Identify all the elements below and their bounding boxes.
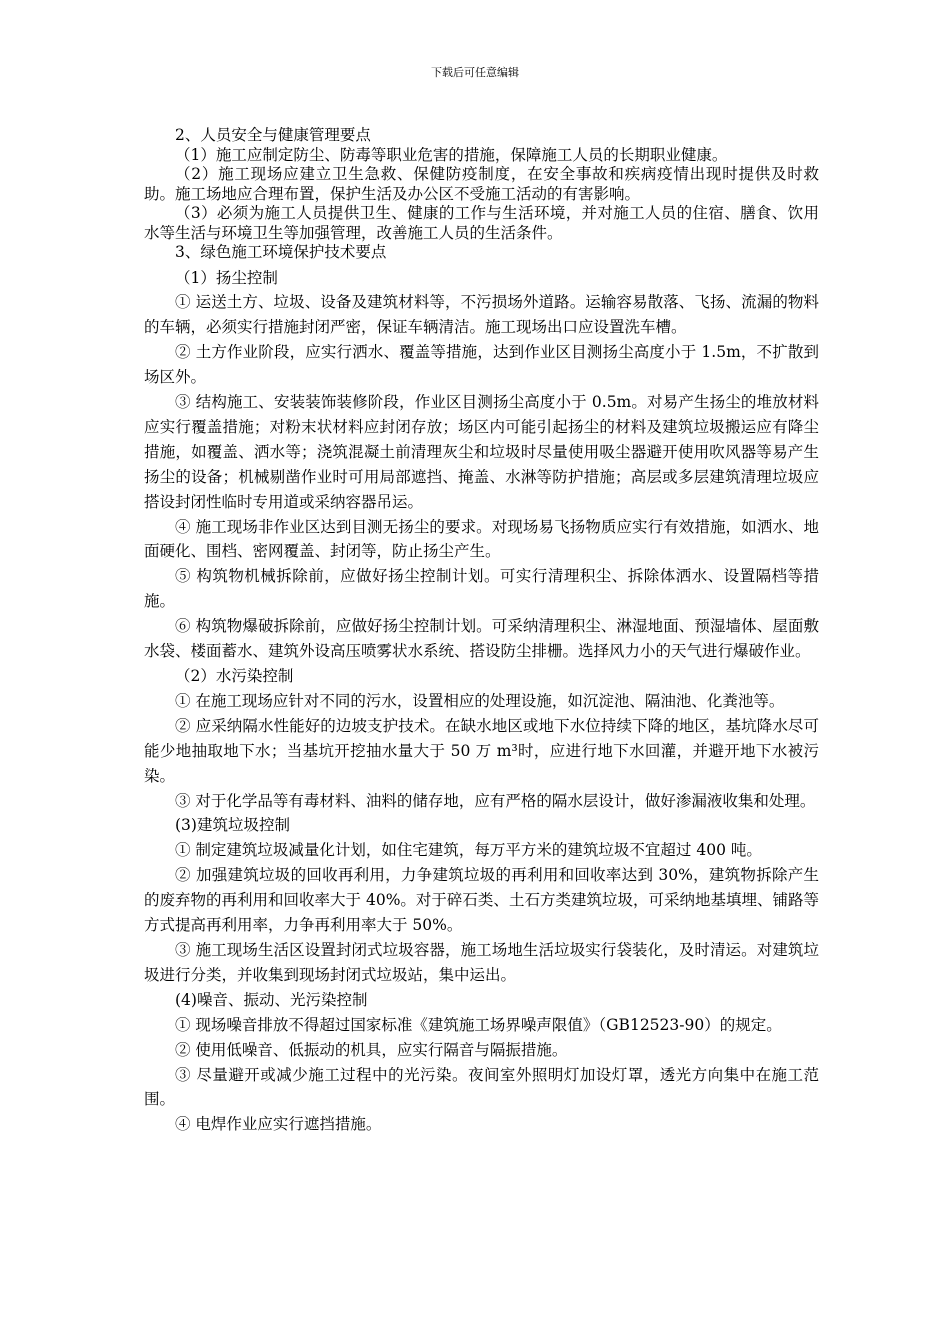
paragraph: ② 加强建筑垃圾的回收再利用，力争建筑垃圾的再利用和回收率达到 30%，建筑物拆除产生的废弃物的再利用和回收率大于 40%。对于碎石类、土石方类建筑垃圾，可采纳地基填埋、铺路等方式提高再利用率，力争再利用率大于 50%。: [144, 866, 819, 935]
paragraph: ① 现场噪音排放不得超过国家标准《建筑施工场界噪声限值》（GB12523-90）的规定。: [175, 1015, 782, 1034]
document-body: [144, 126, 819, 1137]
section-heading: 2、人员安全与健康管理要点: [175, 126, 371, 144]
paragraph: （2）施工现场应建立卫生急救、保健防疫制度，在安全事故和疾病疫情出现时提供及时救助。施工场地应合理布置，保护生活及办公区不受施工活动的有害影响。: [144, 165, 819, 203]
paragraph: ① 运送土方、垃圾、设备及建筑材料等，不污损场外道路。运输容易散落、飞扬、流漏的物料的车辆，必须实行措施封闭严密，保证车辆清洁。施工现场出口应设置洗车槽。: [144, 293, 819, 337]
paragraph: （1）施工应制定防尘、防毒等职业危害的措施，保障施工人员的长期职业健康。: [175, 145, 728, 164]
paragraph: ⑥ 构筑物爆破拆除前，应做好扬尘控制计划。可采纳清理积尘、淋湿地面、预湿墙体、屋面敷水袋、楼面蓄水、建筑外设高压喷雾状水系统、搭设防尘排栅。选择风力小的天气进行爆破作业。: [144, 617, 819, 661]
paragraph: ① 在施工现场应针对不同的污水，设置相应的处理设施，如沉淀池、隔油池、化粪池等。: [175, 691, 785, 710]
paragraph: ④ 电焊作业应实行遮挡措施。: [175, 1115, 382, 1134]
paragraph: ③ 结构施工、安装装饰装修阶段，作业区目测扬尘高度小于 0.5m。对易产生扬尘的堆放材料应实行覆盖措施；对粉末状材料应封闭存放；场区内可能引起扬尘的材料及建筑垃圾搬运应有降尘措施，如覆盖、洒水等；浇筑混凝土前清理灰尘和垃圾时尽量使用吸尘器避开使用吹风器等易产生扬尘的设备；机械剔凿作业时可用局部遮挡、掩盖、水淋等防护措施；高层或多层建筑清理垃圾应搭设封闭性临时专用道或采纳容器吊运。: [144, 393, 819, 511]
section-heading: 3、绿色施工环境保护技术要点: [175, 243, 387, 261]
paragraph: ① 制定建筑垃圾减量化计划，如住宅建筑，每万平方米的建筑垃圾不宜超过 400 吨。: [175, 841, 762, 860]
subsection-heading: （1）扬尘控制: [175, 268, 278, 287]
subsection-heading: （2）水污染控制: [175, 667, 294, 685]
paragraph: ④ 施工现场非作业区达到目测无扬尘的要求。对现场易飞扬物质应实行有效措施，如洒水、地面硬化、围档、密网覆盖、封闭等，防止扬尘产生。: [144, 517, 819, 561]
paragraph: ③ 施工现场生活区设置封闭式垃圾容器，施工场地生活垃圾实行袋装化，及时清运。对建筑垃圾进行分类，并收集到现场封闭式垃圾站，集中运出。: [144, 940, 819, 984]
paragraph: ② 使用低噪音、低振动的机具，应实行隔音与隔振措施。: [175, 1040, 568, 1059]
paragraph: ② 土方作业阶段，应实行洒水、覆盖等措施，达到作业区目测扬尘高度小于 1.5m，不扩散到场区外。: [144, 343, 819, 387]
subsection-heading: (3)建筑垃圾控制: [175, 816, 290, 835]
section-personnel-safety: [144, 126, 819, 263]
subsection-heading: (4)噪音、振动、光污染控制: [175, 990, 368, 1009]
page-header: 下载后可任意编辑: [431, 66, 519, 79]
paragraph: ② 应采纳隔水性能好的边坡支护技术。在缺水地区或地下水位持续下降的地区，基坑降水尽可能少地抽取地下水；当基坑开挖抽水量大于 50 万 m³时，应进行地下水回灌，并避开地下水被污染。: [144, 716, 819, 785]
paragraph: ③ 尽量避开或减少施工过程中的光污染。夜间室外照明灯加设灯罩，透光方向集中在施工范围。: [144, 1065, 819, 1109]
paragraph: ⑤ 构筑物机械拆除前，应做好扬尘控制计划。可实行清理积尘、拆除体洒水、设置隔档等措施。: [144, 567, 819, 611]
paragraph: （3）必须为施工人员提供卫生、健康的工作与生活环境，并对施工人员的住宿、膳食、饮用水等生活与环境卫生等加强管理，改善施工人员的生活条件。: [144, 204, 819, 242]
section-environment-protection: [144, 266, 819, 1138]
paragraph: ③ 对于化学品等有毒材料、油料的储存地，应有严格的隔水层设计，做好渗漏液收集和处理。: [175, 791, 816, 810]
